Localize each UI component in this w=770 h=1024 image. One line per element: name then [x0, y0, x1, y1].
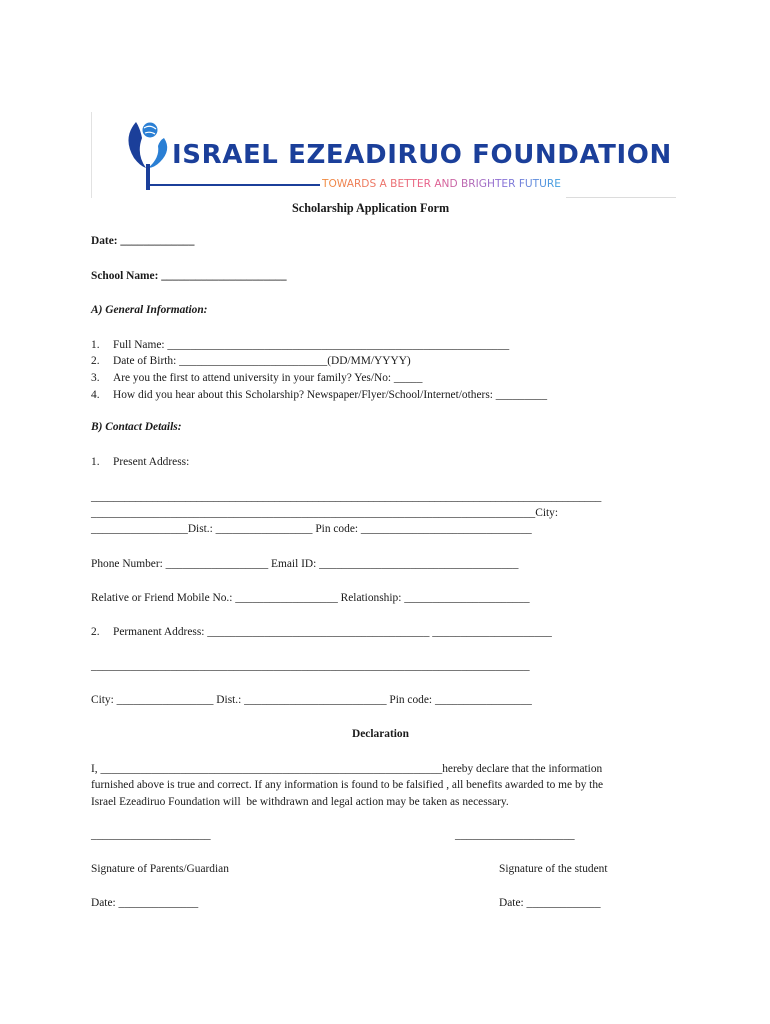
- header-divider: [91, 112, 92, 198]
- student-signature-label: Signature of the student: [499, 863, 608, 875]
- list-number: 3.: [91, 372, 100, 384]
- school-name-field[interactable]: School Name: ______________________: [91, 270, 287, 282]
- list-number: 1.: [91, 339, 100, 351]
- list-number: 2.: [91, 626, 100, 638]
- header-rule: [566, 197, 676, 198]
- list-number: 4.: [91, 389, 100, 401]
- section-b-title: B) Contact Details:: [91, 421, 182, 433]
- relative-mobile-field[interactable]: Relative or Friend Mobile No.: __________________ Relationship: ______________________: [91, 592, 530, 604]
- declaration-line: Israel Ezeadiruo Foundation will be withdrawn and legal action may be taken as necessary.: [91, 796, 509, 808]
- section-a-title: A) General Information:: [91, 304, 208, 316]
- present-address-line-1[interactable]: ____________________________________________________________________________________________: [91, 491, 602, 503]
- logo-title: ISRAEL EZEADIRUO FOUNDATION: [172, 140, 672, 170]
- date-of-birth-field[interactable]: Date of Birth: __________________________(DD/MM/YYYY): [113, 355, 411, 367]
- student-date-field[interactable]: Date: _____________: [499, 897, 601, 909]
- first-university-field[interactable]: Are you the first to attend university in your family? Yes/No: _____: [113, 372, 423, 384]
- declaration-line[interactable]: I, ____________________________________________________________hereby declare that the information: [91, 763, 603, 775]
- permanent-address-field[interactable]: Permanent Address: _______________________________________ _____________________: [113, 626, 552, 638]
- logo-tagline: TOWARDS A BETTER AND BRIGHTER FUTURE: [322, 178, 561, 190]
- phone-email-field[interactable]: Phone Number: __________________ Email ID: ___________________________________: [91, 558, 519, 570]
- present-address-line-2[interactable]: ______________________________________________________________________________City:: [91, 507, 559, 519]
- declaration-title: Declaration: [352, 728, 409, 740]
- date-field[interactable]: Date: _____________: [91, 235, 195, 247]
- parent-signature-label: Signature of Parents/Guardian: [91, 863, 229, 875]
- full-name-field[interactable]: Full Name: ____________________________________________________________: [113, 339, 510, 351]
- list-number: 1.: [91, 456, 100, 468]
- permanent-city-field[interactable]: City: _________________ Dist.: _________________________ Pin code: _________________: [91, 694, 532, 706]
- heard-about-field[interactable]: How did you hear about this Scholarship? Newspaper/Flyer/School/Internet/others: _________: [113, 389, 548, 401]
- present-address-label: Present Address:: [113, 456, 190, 468]
- student-signature-line[interactable]: _____________________: [455, 829, 575, 841]
- present-address-line-3[interactable]: _________________Dist.: _________________ Pin code: ______________________________: [91, 523, 532, 535]
- form-title: Scholarship Application Form: [292, 201, 450, 215]
- person-with-globe-logo-icon: [120, 118, 176, 192]
- parent-signature-line[interactable]: _____________________: [91, 829, 211, 841]
- logo-underline: [148, 184, 320, 186]
- parent-date-field[interactable]: Date: ______________: [91, 897, 199, 909]
- permanent-address-line-2[interactable]: _____________________________________________________________________________: [91, 660, 530, 672]
- declaration-line: furnished above is true and correct. If any information is found to be falsified , all benefits awarded to me by the: [91, 779, 604, 791]
- list-number: 2.: [91, 355, 100, 367]
